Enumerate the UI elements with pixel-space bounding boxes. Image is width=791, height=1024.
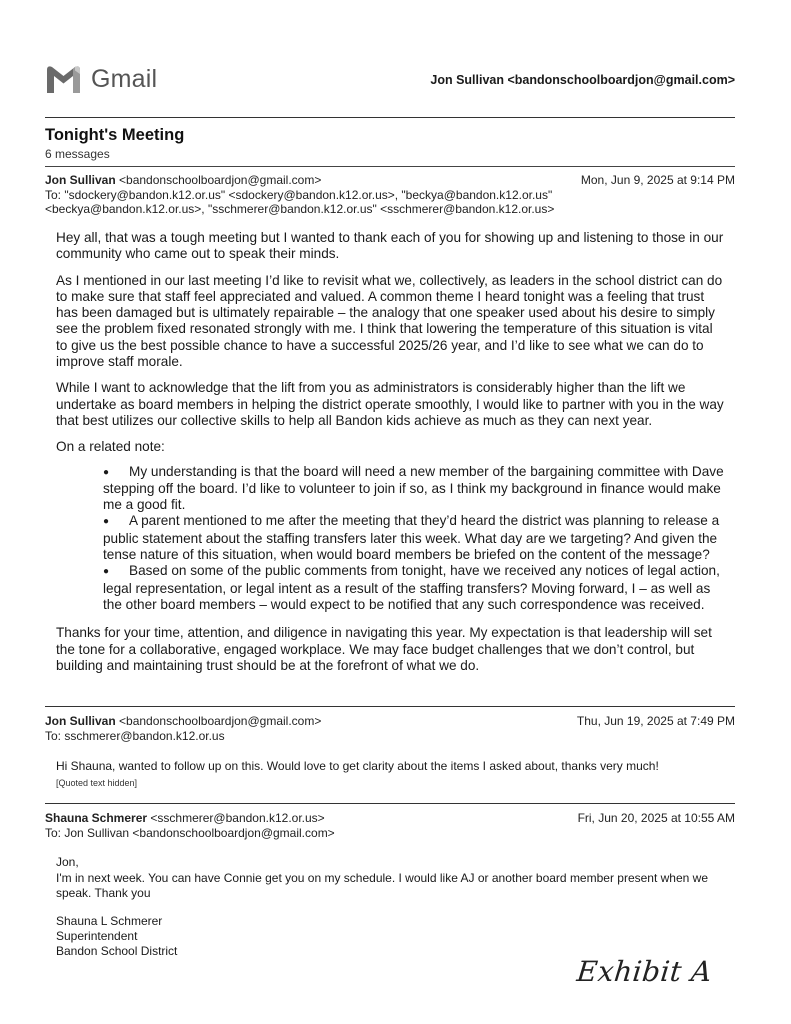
gmail-logo	[45, 64, 157, 94]
gmail-m-icon	[45, 64, 82, 94]
body-paragraph: Hey all, that was a tough meeting but I wanted to thank each of you for showing up and listening to those in our community who came out to speak their minds.	[56, 230, 724, 262]
bullet-icon: ●	[103, 566, 110, 578]
message-header	[45, 173, 735, 217]
account-name: Jon Sullivan	[430, 73, 505, 87]
message-date: Fri, Jun 20, 2025 at 10:55 AM	[577, 811, 735, 825]
divider	[45, 803, 735, 804]
body-paragraph: As I mentioned in our last meeting I’d like to revisit what we, collectively, as leaders in the school district can do to make sure that staff feel appreciated and valued. A common theme I heard tonight was a feeling that trust has been damaged but is ultimately repairable – the analogy that one speaker used about his desire to simply see the problem fixed resonated strongly with me. I think that lowering the temperature of this situation is vital to give us the best possible chance to have a successful 2025/26 year, and I’d like to see what we can do to improve staff morale.	[56, 272, 723, 370]
bullet-icon: ●	[103, 516, 110, 528]
greeting: Jon,	[56, 855, 79, 869]
body-text: Hi Shauna, wanted to follow up on this. Would love to get clarity about the items I asked about, thanks very much!	[56, 759, 659, 773]
body-text: I'm in next week. You can have Connie get you on my schedule. I would like AJ or another board member present when we speak. Thank you	[56, 870, 709, 900]
message-body	[56, 230, 726, 684]
account-identity	[430, 73, 735, 87]
bullet-list	[56, 464, 726, 614]
bullet-icon: ●	[103, 466, 110, 478]
message-count: 6 messages	[45, 147, 110, 161]
bullet-item: ● Based on some of the public comments from tonight, have we received any notices of legal action, legal representation, or legal intent as a result of the staffing transfers? Moving forward, I – as well as the other board members – would expect to be notified that any such correspondence was received.	[103, 563, 720, 612]
recipients: To: "sdockery@bandon.k12.or.us" <sdockery@bandon.k12.or.us>, "beckya@bandon.k12.or.us"	[45, 187, 553, 202]
message-header	[45, 811, 735, 840]
signature-org: Bandon School District	[56, 944, 178, 959]
print-header	[45, 62, 735, 102]
sender-email: <bandonschoolboardjon@gmail.com>	[119, 173, 322, 187]
message-date: Mon, Jun 9, 2025 at 9:14 PM	[580, 173, 735, 187]
message-date: Thu, Jun 19, 2025 at 7:49 PM	[576, 714, 735, 728]
app-name: Gmail	[91, 65, 158, 93]
message-body	[56, 759, 726, 791]
sender-name: Jon Sullivan	[45, 714, 116, 728]
recipients: To: Jon Sullivan <bandonschoolboardjon@gmail.com>	[45, 825, 335, 840]
body-paragraph: On a related note:	[56, 439, 165, 455]
bullet-item: ● A parent mentioned to me after the meeting that they’d heard the district was planning to release a public statement about the staffing transfers later this week. What day are we targeting? And given the tense nature of this situation, when would board members be briefed on the content of the message?	[103, 513, 720, 563]
bullet-item: ● My understanding is that the board will need a new member of the bargaining committee with Dave stepping off the board. I’d like to volunteer to join if so, as I think my background in finance would make me a good fit.	[103, 463, 724, 513]
recipients-continued: <beckya@bandon.k12.or.us>, "sschmerer@bandon.k12.or.us" <sschmerer@bandon.k12.or.us>	[45, 202, 555, 216]
message-body	[56, 855, 716, 902]
account-email: <bandonschoolboardjon@gmail.com>	[507, 73, 735, 87]
body-paragraph: While I want to acknowledge that the lift from you as administrators is considerably higher than the lift we undertake as board members in helping the district operate smoothly, I would like to partner with you in the way that best utilizes our collective skills to help all Bandon kids achieve as much as they can next year.	[56, 380, 724, 428]
divider	[45, 706, 735, 707]
sender-email: <sschmerer@bandon.k12.or.us>	[150, 811, 325, 825]
divider	[45, 166, 735, 167]
recipients: To: sschmerer@bandon.k12.or.us	[45, 728, 225, 743]
closing-paragraph: Thanks for your time, attention, and diligence in navigating this year. My expectation is that leadership will set the tone for a collaborative, engaged workplace. We may face budget challenges that we don’t control, but building and maintaining trust should be at the forefront of what we do.	[56, 625, 712, 673]
message-header	[45, 714, 735, 743]
thread-subject: Tonight's Meeting	[45, 126, 185, 144]
sender-email: <bandonschoolboardjon@gmail.com>	[119, 714, 322, 728]
sender-name: Shauna Schmerer	[45, 811, 148, 825]
handwritten-exhibit-label: Exhibit A	[575, 955, 714, 988]
divider	[45, 117, 735, 118]
email-signature	[56, 914, 177, 960]
signature-name: Shauna L Schmerer	[56, 914, 163, 928]
sender-name: Jon Sullivan	[45, 173, 116, 187]
quoted-text-toggle[interactable]: [Quoted text hidden]	[56, 777, 138, 788]
signature-title: Superintendent	[56, 929, 138, 944]
